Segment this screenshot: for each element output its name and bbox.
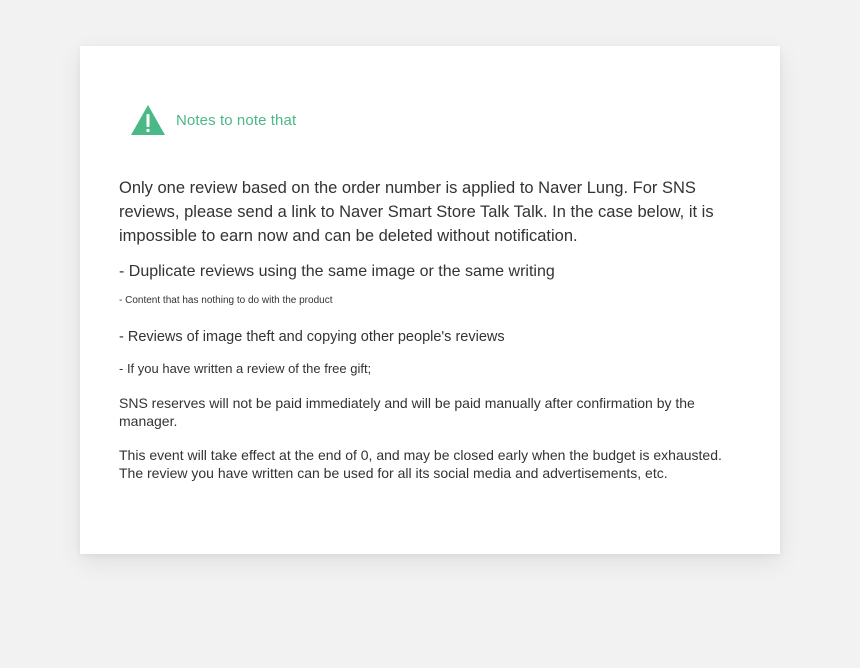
list-item: - If you have written a review of the free gift; — [119, 361, 372, 376]
notice-title: Notes to note that — [176, 111, 297, 129]
list-item: - Reviews of image theft and copying other people's reviews — [119, 329, 505, 345]
event-line-2: The review you have written can be used for all its social media and advertisements, etc. — [119, 465, 668, 481]
notice-card — [80, 46, 780, 554]
list-item: - Content that has nothing to do with the product — [119, 295, 333, 306]
notice-content — [119, 176, 739, 482]
intro-text: Only one review based on the order number is applied to Naver Lung. For SNS reviews, please send a link to Naver Smart Store Talk Talk. In the case below, it is impossible to earn now and can be deleted without notification. — [119, 179, 714, 245]
sns-note: SNS reserves will not be paid immediately and will be paid manually after confirmation by the manager. — [119, 395, 695, 429]
warning-triangle-icon — [130, 104, 166, 136]
notice-header — [130, 104, 296, 136]
event-line-1: This event will take effect at the end of 0, and may be closed early when the budget is exhausted. — [119, 447, 722, 463]
list-item: - Duplicate reviews using the same image or the same writing — [119, 263, 555, 280]
